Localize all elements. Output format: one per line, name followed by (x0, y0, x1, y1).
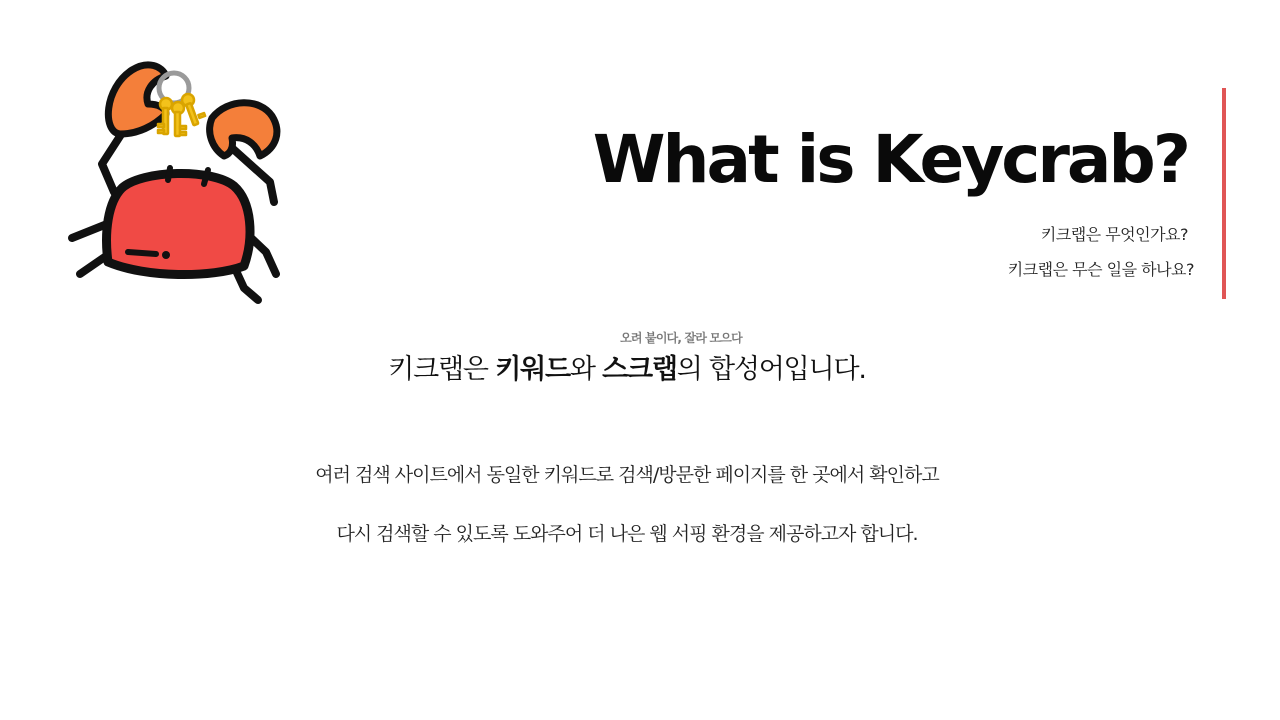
slide-title: What is Keycrab? (592, 121, 1188, 198)
sub-question-role: 키크랩은 무슨 일을 하나요? (1007, 260, 1194, 279)
definition-connector: 와 (569, 354, 603, 385)
tagline: 오려 붙이다, 잘라 모으다 (620, 331, 742, 345)
description-line-2: 다시 검색할 수 있도록 도와주어 더 나은 웹 서핑 환경을 제공하고자 합니다. (336, 523, 918, 545)
definition-suffix: 의 합성어입니다. (676, 354, 866, 385)
crab-mascot-icon (62, 52, 294, 308)
accent-bar (1222, 88, 1226, 299)
definition-prefix: 키크랩은 (388, 354, 496, 385)
definition-term-scrap: 스크랩 (602, 354, 677, 385)
description-line-1: 여러 검색 사이트에서 동일한 키워드로 검색/방문한 페이지를 한 곳에서 확인하고 (315, 464, 939, 486)
definition-term-keyword: 키워드 (495, 354, 570, 385)
sub-question-what: 키크랩은 무엇인가요? (1040, 225, 1188, 244)
definition-sentence (0, 350, 1254, 390)
